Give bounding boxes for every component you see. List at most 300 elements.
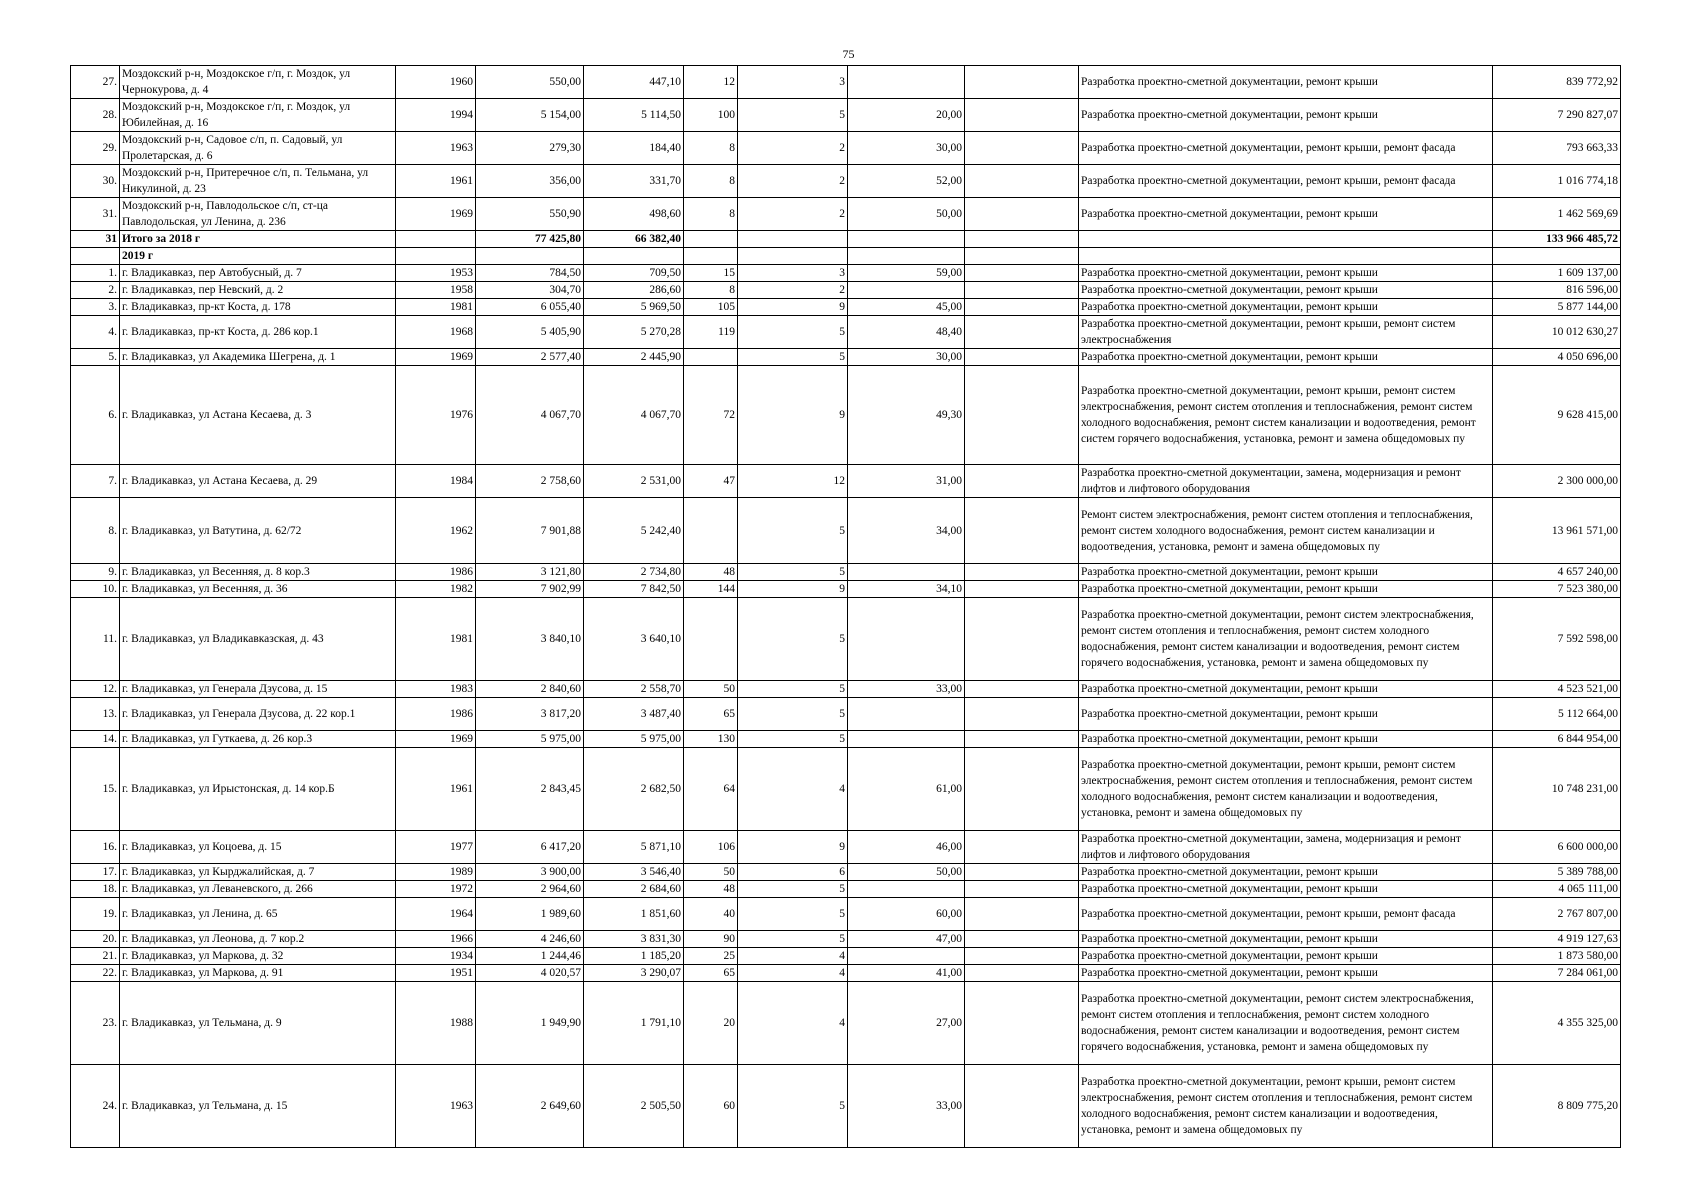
wear-percent-cell	[848, 282, 965, 299]
living-area-cell: 5 975,00	[584, 731, 684, 748]
row-number-cell: 31.	[71, 198, 120, 231]
year-built-cell: 1994	[396, 99, 476, 132]
table-row	[71, 982, 1621, 1065]
total-area-cell: 4 246,60	[476, 931, 584, 948]
table-row	[71, 165, 1621, 198]
work-types-cell	[1079, 248, 1493, 265]
total-area-cell: 7 901,88	[476, 498, 584, 564]
residents-cell	[684, 349, 738, 366]
floors-cell: 9	[738, 366, 848, 465]
wear-percent-cell: 33,00	[848, 1065, 965, 1148]
address-cell: г. Владикавказ, ул Генерала Дзусова, д. 15	[120, 681, 396, 698]
floors-cell: 5	[738, 898, 848, 931]
empty-cell	[965, 498, 1079, 564]
work-types-cell: Разработка проектно-сметной документации, ремонт систем электроснабжения, ремонт систем отопления и теплоснабжения, ремонт систем холодного водоснабжения, ремонт систем канализации и водоотведения, ремонт систем горячего водоснабжения, установка, ремонт и замена общедомовых пу	[1079, 598, 1493, 681]
address-cell: г. Владикавказ, ул Ленина, д. 65	[120, 898, 396, 931]
table-row	[71, 132, 1621, 165]
address-cell: г. Владикавказ, ул Весенняя, д. 36	[120, 581, 396, 598]
year-built-cell: 1969	[396, 349, 476, 366]
row-number-cell: 3.	[71, 299, 120, 316]
wear-percent-cell	[848, 731, 965, 748]
address-cell: Моздокский р-н, Садовое с/п, п. Садовый, ул Пролетарская, д. 6	[120, 132, 396, 165]
cost-cell: 7 592 598,00	[1493, 598, 1621, 681]
table-row	[71, 948, 1621, 965]
wear-percent-cell: 34,00	[848, 498, 965, 564]
address-cell: г. Владикавказ, ул Леваневского, д. 266	[120, 881, 396, 898]
wear-percent-cell: 61,00	[848, 748, 965, 831]
cost-cell: 4 657 240,00	[1493, 564, 1621, 581]
work-types-cell: Разработка проектно-сметной документации, ремонт крыши, ремонт фасада	[1079, 898, 1493, 931]
year-built-cell: 1958	[396, 282, 476, 299]
floors-cell: 6	[738, 864, 848, 881]
residents-cell: 8	[684, 198, 738, 231]
work-types-cell: Разработка проектно-сметной документации, ремонт крыши	[1079, 948, 1493, 965]
table-row	[71, 282, 1621, 299]
work-types-cell: Разработка проектно-сметной документации, ремонт крыши, ремонт фасада	[1079, 132, 1493, 165]
empty-cell	[965, 349, 1079, 366]
total-area-cell: 1 244,46	[476, 948, 584, 965]
row-number-cell: 17.	[71, 864, 120, 881]
living-area-cell: 2 684,60	[584, 881, 684, 898]
residents-cell	[684, 498, 738, 564]
empty-cell	[965, 299, 1079, 316]
work-types-cell: Разработка проектно-сметной документации, ремонт крыши, ремонт систем электроснабжения, ремонт систем отопления и теплоснабжения, ремонт систем холодного водоснабжения, ремонт систем канализации и водоотведения, установка, ремонт и замена общедомовых пу	[1079, 748, 1493, 831]
floors-cell: 4	[738, 965, 848, 982]
table-row	[71, 598, 1621, 681]
empty-cell	[965, 731, 1079, 748]
table-body	[71, 66, 1621, 1148]
year-built-cell: 1984	[396, 465, 476, 498]
empty-cell	[965, 965, 1079, 982]
floors-cell: 4	[738, 748, 848, 831]
table-row	[71, 198, 1621, 231]
cost-cell: 793 663,33	[1493, 132, 1621, 165]
row-number-cell: 5.	[71, 349, 120, 366]
address-cell: г. Владикавказ, ул Кырджалийская, д. 7	[120, 864, 396, 881]
table-row	[71, 681, 1621, 698]
year-built-cell: 1963	[396, 1065, 476, 1148]
cost-cell: 2 767 807,00	[1493, 898, 1621, 931]
living-area-cell: 4 067,70	[584, 366, 684, 465]
row-number-cell: 7.	[71, 465, 120, 498]
living-area-cell: 3 487,40	[584, 698, 684, 731]
floors-cell: 2	[738, 282, 848, 299]
address-cell: г. Владикавказ, ул Академика Шегрена, д. 1	[120, 349, 396, 366]
row-number-cell: 31	[71, 231, 120, 248]
year-built-cell: 1966	[396, 931, 476, 948]
residents-cell: 64	[684, 748, 738, 831]
work-types-cell: Разработка проектно-сметной документации, ремонт крыши, ремонт систем электроснабжения, ремонт систем отопления и теплоснабжения, ремонт систем холодного водоснабжения, ремонт систем канализации и водоотведения, ремонт систем горячего водоснабжения, установка, ремонт и замена общедомовых пу	[1079, 366, 1493, 465]
floors-cell: 5	[738, 564, 848, 581]
table-row	[71, 1065, 1621, 1148]
residents-cell: 8	[684, 132, 738, 165]
empty-cell	[965, 198, 1079, 231]
floors-cell: 4	[738, 982, 848, 1065]
cost-cell: 839 772,92	[1493, 66, 1621, 99]
cost-cell: 4 523 521,00	[1493, 681, 1621, 698]
address-cell: г. Владикавказ, ул Коцоева, д. 15	[120, 831, 396, 864]
cost-cell: 4 050 696,00	[1493, 349, 1621, 366]
living-area-cell: 2 445,90	[584, 349, 684, 366]
table-row	[71, 366, 1621, 465]
address-cell: г. Владикавказ, пер Автобусный, д. 7	[120, 265, 396, 282]
total-area-cell: 4 067,70	[476, 366, 584, 465]
wear-percent-cell: 60,00	[848, 898, 965, 931]
address-cell: г. Владикавказ, ул Астана Кесаева, д. 3	[120, 366, 396, 465]
living-area-cell: 66 382,40	[584, 231, 684, 248]
wear-percent-cell: 59,00	[848, 265, 965, 282]
table-row	[71, 265, 1621, 282]
wear-percent-cell: 30,00	[848, 132, 965, 165]
total-area-cell: 550,00	[476, 66, 584, 99]
wear-percent-cell: 49,30	[848, 366, 965, 465]
year-built-cell: 1969	[396, 198, 476, 231]
address-cell: г. Владикавказ, ул Тельмана, д. 15	[120, 1065, 396, 1148]
residents-cell: 65	[684, 965, 738, 982]
row-number-cell: 19.	[71, 898, 120, 931]
living-area-cell: 5 114,50	[584, 99, 684, 132]
wear-percent-cell	[848, 66, 965, 99]
floors-cell: 5	[738, 316, 848, 349]
year-built-cell: 1986	[396, 698, 476, 731]
table-row	[71, 564, 1621, 581]
total-area-cell: 356,00	[476, 165, 584, 198]
address-cell: г. Владикавказ, ул Маркова, д. 32	[120, 948, 396, 965]
residents-cell: 12	[684, 66, 738, 99]
year-built-cell: 1953	[396, 265, 476, 282]
cost-cell: 10 748 231,00	[1493, 748, 1621, 831]
row-number-cell: 28.	[71, 99, 120, 132]
floors-cell: 5	[738, 698, 848, 731]
work-types-cell: Разработка проектно-сметной документации, ремонт крыши	[1079, 681, 1493, 698]
year-built-cell: 1976	[396, 366, 476, 465]
table-row	[71, 99, 1621, 132]
table-row	[71, 698, 1621, 731]
living-area-cell: 3 290,07	[584, 965, 684, 982]
year-built-cell: 1968	[396, 316, 476, 349]
floors-cell	[738, 231, 848, 248]
row-number-cell: 20.	[71, 931, 120, 948]
empty-cell	[965, 248, 1079, 265]
total-area-cell: 5 154,00	[476, 99, 584, 132]
wear-percent-cell	[848, 698, 965, 731]
empty-cell	[965, 581, 1079, 598]
row-number-cell: 11.	[71, 598, 120, 681]
empty-cell	[965, 831, 1079, 864]
floors-cell: 9	[738, 581, 848, 598]
table-row	[71, 299, 1621, 316]
residents-cell: 105	[684, 299, 738, 316]
table-row	[71, 931, 1621, 948]
empty-cell	[965, 982, 1079, 1065]
cost-cell: 816 596,00	[1493, 282, 1621, 299]
empty-cell	[965, 931, 1079, 948]
living-area-cell: 1 851,60	[584, 898, 684, 931]
floors-cell: 3	[738, 265, 848, 282]
empty-cell	[965, 282, 1079, 299]
empty-cell	[965, 99, 1079, 132]
year-built-cell: 1983	[396, 681, 476, 698]
year-built-cell	[396, 231, 476, 248]
floors-cell: 2	[738, 165, 848, 198]
residents-cell: 8	[684, 165, 738, 198]
table-row	[71, 581, 1621, 598]
total-area-cell: 279,30	[476, 132, 584, 165]
empty-cell	[965, 66, 1079, 99]
total-area-cell: 2 649,60	[476, 1065, 584, 1148]
row-number-cell: 2.	[71, 282, 120, 299]
wear-percent-cell: 33,00	[848, 681, 965, 698]
floors-cell: 5	[738, 931, 848, 948]
living-area-cell: 447,10	[584, 66, 684, 99]
floors-cell: 4	[738, 948, 848, 965]
work-types-cell: Разработка проектно-сметной документации, ремонт крыши	[1079, 731, 1493, 748]
address-cell: Моздокский р-н, Моздокское г/п, г. Моздок, ул Юбилейная, д. 16	[120, 99, 396, 132]
address-cell: г. Владикавказ, пер Невский, д. 2	[120, 282, 396, 299]
cost-cell: 13 961 571,00	[1493, 498, 1621, 564]
total-area-cell: 2 843,45	[476, 748, 584, 831]
empty-cell	[965, 748, 1079, 831]
year-header-row	[71, 248, 1621, 265]
work-types-cell: Разработка проектно-сметной документации, ремонт крыши	[1079, 698, 1493, 731]
living-area-cell: 2 505,50	[584, 1065, 684, 1148]
empty-cell	[965, 564, 1079, 581]
year-built-cell	[396, 248, 476, 265]
table-row	[71, 864, 1621, 881]
work-types-cell: Разработка проектно-сметной документации, ремонт систем электроснабжения, ремонт систем отопления и теплоснабжения, ремонт систем холодного водоснабжения, ремонт систем канализации и водоотведения, ремонт систем горячего водоснабжения, установка, ремонт и замена общедомовых пу	[1079, 982, 1493, 1065]
row-number-cell: 10.	[71, 581, 120, 598]
year-built-cell: 1988	[396, 982, 476, 1065]
year-built-cell: 1986	[396, 564, 476, 581]
row-number-cell: 21.	[71, 948, 120, 965]
living-area-cell: 184,40	[584, 132, 684, 165]
residents-cell: 50	[684, 864, 738, 881]
empty-cell	[965, 681, 1079, 698]
cost-cell: 6 600 000,00	[1493, 831, 1621, 864]
wear-percent-cell: 34,10	[848, 581, 965, 598]
living-area-cell: 2 531,00	[584, 465, 684, 498]
residents-cell: 130	[684, 731, 738, 748]
residents-cell	[684, 598, 738, 681]
table-row	[71, 831, 1621, 864]
address-cell: Моздокский р-н, Притеречное с/п, п. Тельмана, ул Никулиной, д. 23	[120, 165, 396, 198]
residents-cell: 20	[684, 982, 738, 1065]
address-cell: г. Владикавказ, ул Весенняя, д. 8 кор.3	[120, 564, 396, 581]
living-area-cell: 7 842,50	[584, 581, 684, 598]
total-area-cell: 304,70	[476, 282, 584, 299]
work-types-cell: Разработка проектно-сметной документации, ремонт крыши	[1079, 282, 1493, 299]
living-area-cell: 5 871,10	[584, 831, 684, 864]
wear-percent-cell: 30,00	[848, 349, 965, 366]
living-area-cell: 709,50	[584, 265, 684, 282]
row-number-cell: 13.	[71, 698, 120, 731]
residents-cell: 72	[684, 366, 738, 465]
floors-cell: 12	[738, 465, 848, 498]
address-cell: г. Владикавказ, ул Тельмана, д. 9	[120, 982, 396, 1065]
work-types-cell: Разработка проектно-сметной документации, ремонт крыши	[1079, 198, 1493, 231]
cost-cell: 10 012 630,27	[1493, 316, 1621, 349]
row-number-cell: 18.	[71, 881, 120, 898]
work-types-cell	[1079, 231, 1493, 248]
row-number-cell: 6.	[71, 366, 120, 465]
table-row	[71, 965, 1621, 982]
row-number-cell: 9.	[71, 564, 120, 581]
table-row	[71, 731, 1621, 748]
row-number-cell: 4.	[71, 316, 120, 349]
living-area-cell: 3 640,10	[584, 598, 684, 681]
empty-cell	[965, 598, 1079, 681]
work-types-cell: Разработка проектно-сметной документации, ремонт крыши	[1079, 265, 1493, 282]
cost-cell: 7 284 061,00	[1493, 965, 1621, 982]
repair-program-table	[70, 65, 1621, 1148]
work-types-cell: Разработка проектно-сметной документации, ремонт крыши, ремонт фасада	[1079, 165, 1493, 198]
cost-cell: 1 016 774,18	[1493, 165, 1621, 198]
residents-cell: 60	[684, 1065, 738, 1148]
cost-cell: 7 290 827,07	[1493, 99, 1621, 132]
living-area-cell: 2 558,70	[584, 681, 684, 698]
wear-percent-cell: 47,00	[848, 931, 965, 948]
empty-cell	[965, 864, 1079, 881]
total-area-cell: 550,90	[476, 198, 584, 231]
work-types-cell: Разработка проектно-сметной документации, ремонт крыши, ремонт систем электроснабжения, ремонт систем отопления и теплоснабжения, ремонт систем холодного водоснабжения, ремонт систем канализации и водоотведения, установка, ремонт и замена общедомовых пу	[1079, 1065, 1493, 1148]
year-built-cell: 1960	[396, 66, 476, 99]
living-area-cell: 3 546,40	[584, 864, 684, 881]
total-area-cell: 3 840,10	[476, 598, 584, 681]
total-area-cell: 4 020,57	[476, 965, 584, 982]
address-cell: г. Владикавказ, ул Астана Кесаева, д. 29	[120, 465, 396, 498]
table-row	[71, 898, 1621, 931]
year-built-cell: 1964	[396, 898, 476, 931]
empty-cell	[965, 366, 1079, 465]
work-types-cell: Разработка проектно-сметной документации, ремонт крыши	[1079, 299, 1493, 316]
row-number-cell: 27.	[71, 66, 120, 99]
work-types-cell: Разработка проектно-сметной документации, ремонт крыши	[1079, 66, 1493, 99]
residents-cell: 47	[684, 465, 738, 498]
row-number-cell: 8.	[71, 498, 120, 564]
address-cell: г. Владикавказ, ул Гуткаева, д. 26 кор.3	[120, 731, 396, 748]
address-cell: г. Владикавказ, ул Ирыстонская, д. 14 кор.Б	[120, 748, 396, 831]
total-area-cell: 2 758,60	[476, 465, 584, 498]
living-area-cell: 1 185,20	[584, 948, 684, 965]
wear-percent-cell	[848, 881, 965, 898]
table-row	[71, 349, 1621, 366]
residents-cell: 90	[684, 931, 738, 948]
row-number-cell: 29.	[71, 132, 120, 165]
total-area-cell: 1 989,60	[476, 898, 584, 931]
row-number-cell: 22.	[71, 965, 120, 982]
floors-cell: 5	[738, 681, 848, 698]
total-area-cell: 3 121,80	[476, 564, 584, 581]
year-built-cell: 1977	[396, 831, 476, 864]
row-number-cell	[71, 248, 120, 265]
work-types-cell: Разработка проектно-сметной документации, ремонт крыши	[1079, 881, 1493, 898]
living-area-cell: 2 734,80	[584, 564, 684, 581]
floors-cell: 5	[738, 498, 848, 564]
work-types-cell: Разработка проектно-сметной документации, ремонт крыши	[1079, 965, 1493, 982]
residents-cell: 106	[684, 831, 738, 864]
work-types-cell: Разработка проектно-сметной документации, ремонт крыши	[1079, 564, 1493, 581]
year-built-cell: 1981	[396, 299, 476, 316]
year-built-cell: 1962	[396, 498, 476, 564]
year-built-cell: 1951	[396, 965, 476, 982]
empty-cell	[965, 231, 1079, 248]
wear-percent-cell	[848, 564, 965, 581]
cost-cell: 1 462 569,69	[1493, 198, 1621, 231]
table-row	[71, 465, 1621, 498]
address-cell: г. Владикавказ, ул Владикавказская, д. 43	[120, 598, 396, 681]
total-area-cell: 784,50	[476, 265, 584, 282]
wear-percent-cell	[848, 231, 965, 248]
cost-cell: 5 877 144,00	[1493, 299, 1621, 316]
work-types-cell: Разработка проектно-сметной документации, ремонт крыши	[1079, 99, 1493, 132]
living-area-cell	[584, 248, 684, 265]
year-built-cell: 1981	[396, 598, 476, 681]
wear-percent-cell: 52,00	[848, 165, 965, 198]
residents-cell: 8	[684, 282, 738, 299]
wear-percent-cell	[848, 948, 965, 965]
cost-cell: 6 844 954,00	[1493, 731, 1621, 748]
address-cell: г. Владикавказ, ул Маркова, д. 91	[120, 965, 396, 982]
address-cell: Моздокский р-н, Павлодольское с/п, ст-ца Павлодольская, ул Ленина, д. 236	[120, 198, 396, 231]
living-area-cell: 5 969,50	[584, 299, 684, 316]
total-area-cell: 1 949,90	[476, 982, 584, 1065]
residents-cell	[684, 248, 738, 265]
year-built-cell: 1972	[396, 881, 476, 898]
total-area-cell: 2 964,60	[476, 881, 584, 898]
floors-cell: 5	[738, 598, 848, 681]
floors-cell	[738, 248, 848, 265]
row-number-cell: 14.	[71, 731, 120, 748]
cost-cell: 1 873 580,00	[1493, 948, 1621, 965]
row-number-cell: 12.	[71, 681, 120, 698]
living-area-cell: 5 270,28	[584, 316, 684, 349]
row-number-cell: 30.	[71, 165, 120, 198]
floors-cell: 5	[738, 349, 848, 366]
residents-cell: 144	[684, 581, 738, 598]
work-types-cell: Разработка проектно-сметной документации, ремонт крыши, ремонт систем электроснабжения	[1079, 316, 1493, 349]
year-built-cell: 1982	[396, 581, 476, 598]
total-area-cell: 7 902,99	[476, 581, 584, 598]
total-area-cell: 77 425,80	[476, 231, 584, 248]
address-cell: Моздокский р-н, Моздокское г/п, г. Моздок, ул Чернокурова, д. 4	[120, 66, 396, 99]
cost-cell: 5 389 788,00	[1493, 864, 1621, 881]
wear-percent-cell: 27,00	[848, 982, 965, 1065]
total-area-cell: 3 900,00	[476, 864, 584, 881]
total-area-cell: 2 840,60	[476, 681, 584, 698]
floors-cell: 3	[738, 66, 848, 99]
cost-cell: 1 609 137,00	[1493, 265, 1621, 282]
total-area-cell: 2 577,40	[476, 349, 584, 366]
work-types-cell: Разработка проектно-сметной документации, ремонт крыши	[1079, 931, 1493, 948]
total-area-cell: 3 817,20	[476, 698, 584, 731]
table-row	[71, 498, 1621, 564]
table-row	[71, 66, 1621, 99]
table-row	[71, 748, 1621, 831]
work-types-cell: Разработка проектно-сметной документации, ремонт крыши	[1079, 581, 1493, 598]
empty-cell	[965, 948, 1079, 965]
residents-cell	[684, 231, 738, 248]
empty-cell	[965, 265, 1079, 282]
floors-cell: 9	[738, 299, 848, 316]
empty-cell	[965, 316, 1079, 349]
wear-percent-cell: 48,40	[848, 316, 965, 349]
row-number-cell: 16.	[71, 831, 120, 864]
living-area-cell: 1 791,10	[584, 982, 684, 1065]
address-cell: г. Владикавказ, пр-кт Коста, д. 178	[120, 299, 396, 316]
residents-cell: 50	[684, 681, 738, 698]
wear-percent-cell: 46,00	[848, 831, 965, 864]
floors-cell: 2	[738, 132, 848, 165]
